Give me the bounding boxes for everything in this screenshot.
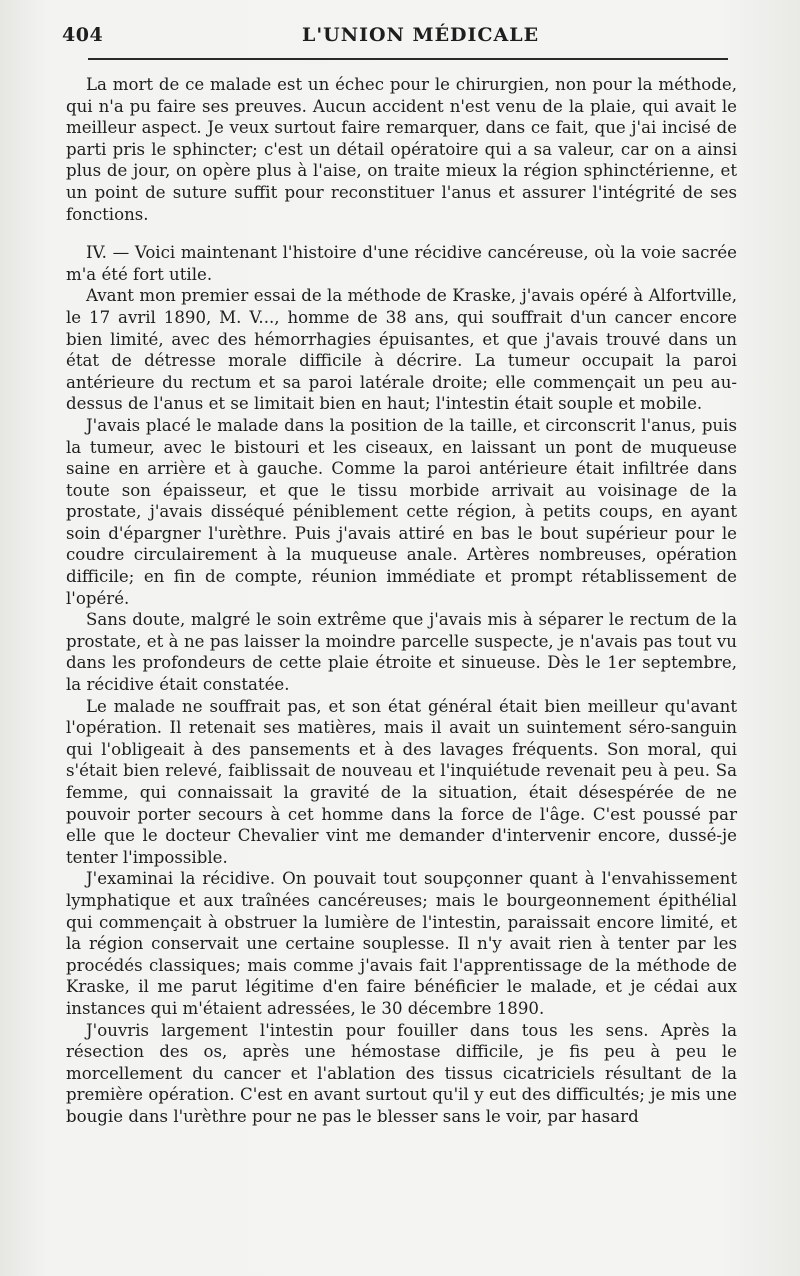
running-title: L'UNION MÉDICALE bbox=[302, 24, 540, 46]
paragraph: Avant mon premier essai de la méthode de Kraske, j'avais opéré à Alfortville, le 17 avril 1890, M. V..., homme de 38 ans, qui souffrait d'un cancer encore bien limité, avec des hémorrhagies épuisantes, et que j'avais trouvé dans un état de détresse morale difficile à décrire. La tumeur occupait la paroi antérieure du rectum et sa paroi latérale droite; elle commençait un peu au-dessus de l'anus et se limitait bien en haut; l'intestin était souple et mobile. bbox=[66, 286, 737, 414]
page-number: 404 bbox=[62, 24, 104, 46]
page-header bbox=[62, 24, 742, 54]
paragraph: J'examinai la récidive. On pouvait tout soupçonner quant à l'envahissement lymphatique et aux traînées cancéreuses; mais le bourgeonnement épithélial qui commençait à obstruer la lumière de l'intestin, paraissait encore limité, et la région conservait une certaine souplesse. Il n'y avait rien à tenter par les procédés classiques; mais comme j'avais fait l'apprentissage de la méthode de Kraske, il me parut légitime d'en faire bénéficier le malade, et je cédai aux instances qui m'étaient adressées, le 30 décembre 1890. bbox=[66, 869, 737, 1018]
paragraph: Le malade ne souffrait pas, et son état général était bien meilleur qu'avant l'opération. Il retenait ses matières, mais il avait un suintement séro-sanguin qui l'obligeait à des pansements et à des lavages fréquents. Son moral, qui s'était bien relevé, faiblissait de nouveau et l'inquiétude revenait peu à peu. Sa femme, qui connaissait la gravité de la situation, était désespérée de ne pouvoir porter secours à cet homme dans la force de l'âge. C'est poussé par elle que le docteur Chevalier vint me demander d'intervenir encore, dussé-je tenter l'impossible. bbox=[66, 696, 737, 867]
body-text bbox=[66, 74, 737, 1128]
paragraph: J'avais placé le malade dans la position de la taille, et circonscrit l'anus, puis la tumeur, avec le bistouri et les ciseaux, en laissant un pont de muqueuse saine en arrière et à gauche. Comme la paroi antérieure était infiltrée dans toute son épaisseur, et que le tissu morbide arrivait au voisinage de la prostate, j'avais disséqué péniblement cette région, à petits coups, en ayant soin d'épargner l'urèthre. Puis j'avais attiré en bas le bout supérieur pour le coudre circulairement à la muqueuse anale. Artères nombreuses, opération difficile; en fin de compte, réunion immédiate et prompt rétablissement de l'opéré. bbox=[66, 415, 737, 608]
paragraph-section-iv: IV. — Voici maintenant l'histoire d'une récidive cancéreuse, où la voie sacrée m'a été fort utile. bbox=[66, 243, 737, 284]
paragraph: La mort de ce malade est un échec pour le chirurgien, non pour la méthode, qui n'a pu faire ses preuves. Aucun accident n'est venu de la plaie, qui avait le meilleur aspect. Je veux surtout faire remarquer, dans ce fait, que j'ai incisé de parti pris le sphincter; c'est un détail opératoire qui a sa valeur, car on a ainsi plus de jour, on opère plus à l'aise, on traite mieux la région sphinctérienne, et un point de suture suffit pour reconstituer l'anus et assurer l'intégrité de ses fonctions. bbox=[66, 75, 737, 224]
paragraph: J'ouvris largement l'intestin pour fouiller dans tous les sens. Après la résection des os, après une hémostase difficile, je fis peu à peu le morcellement du cancer et l'ablation des tissus cicatriciels résultant de la première opération. C'est en avant surtout qu'il y eut des difficultés; je mis une bougie dans l'urèthre pour ne pas le blesser sans le voir, par hasard bbox=[66, 1020, 737, 1126]
paragraph: Sans doute, malgré le soin extrême que j'avais mis à séparer le rectum de la prostate, et à ne pas laisser la moindre parcelle suspecte, je n'avais pas tout vu dans les profondeurs de cette plaie étroite et sinueuse. Dès le 1er septembre, la récidive était constatée. bbox=[66, 610, 737, 695]
header-rule bbox=[88, 58, 728, 60]
